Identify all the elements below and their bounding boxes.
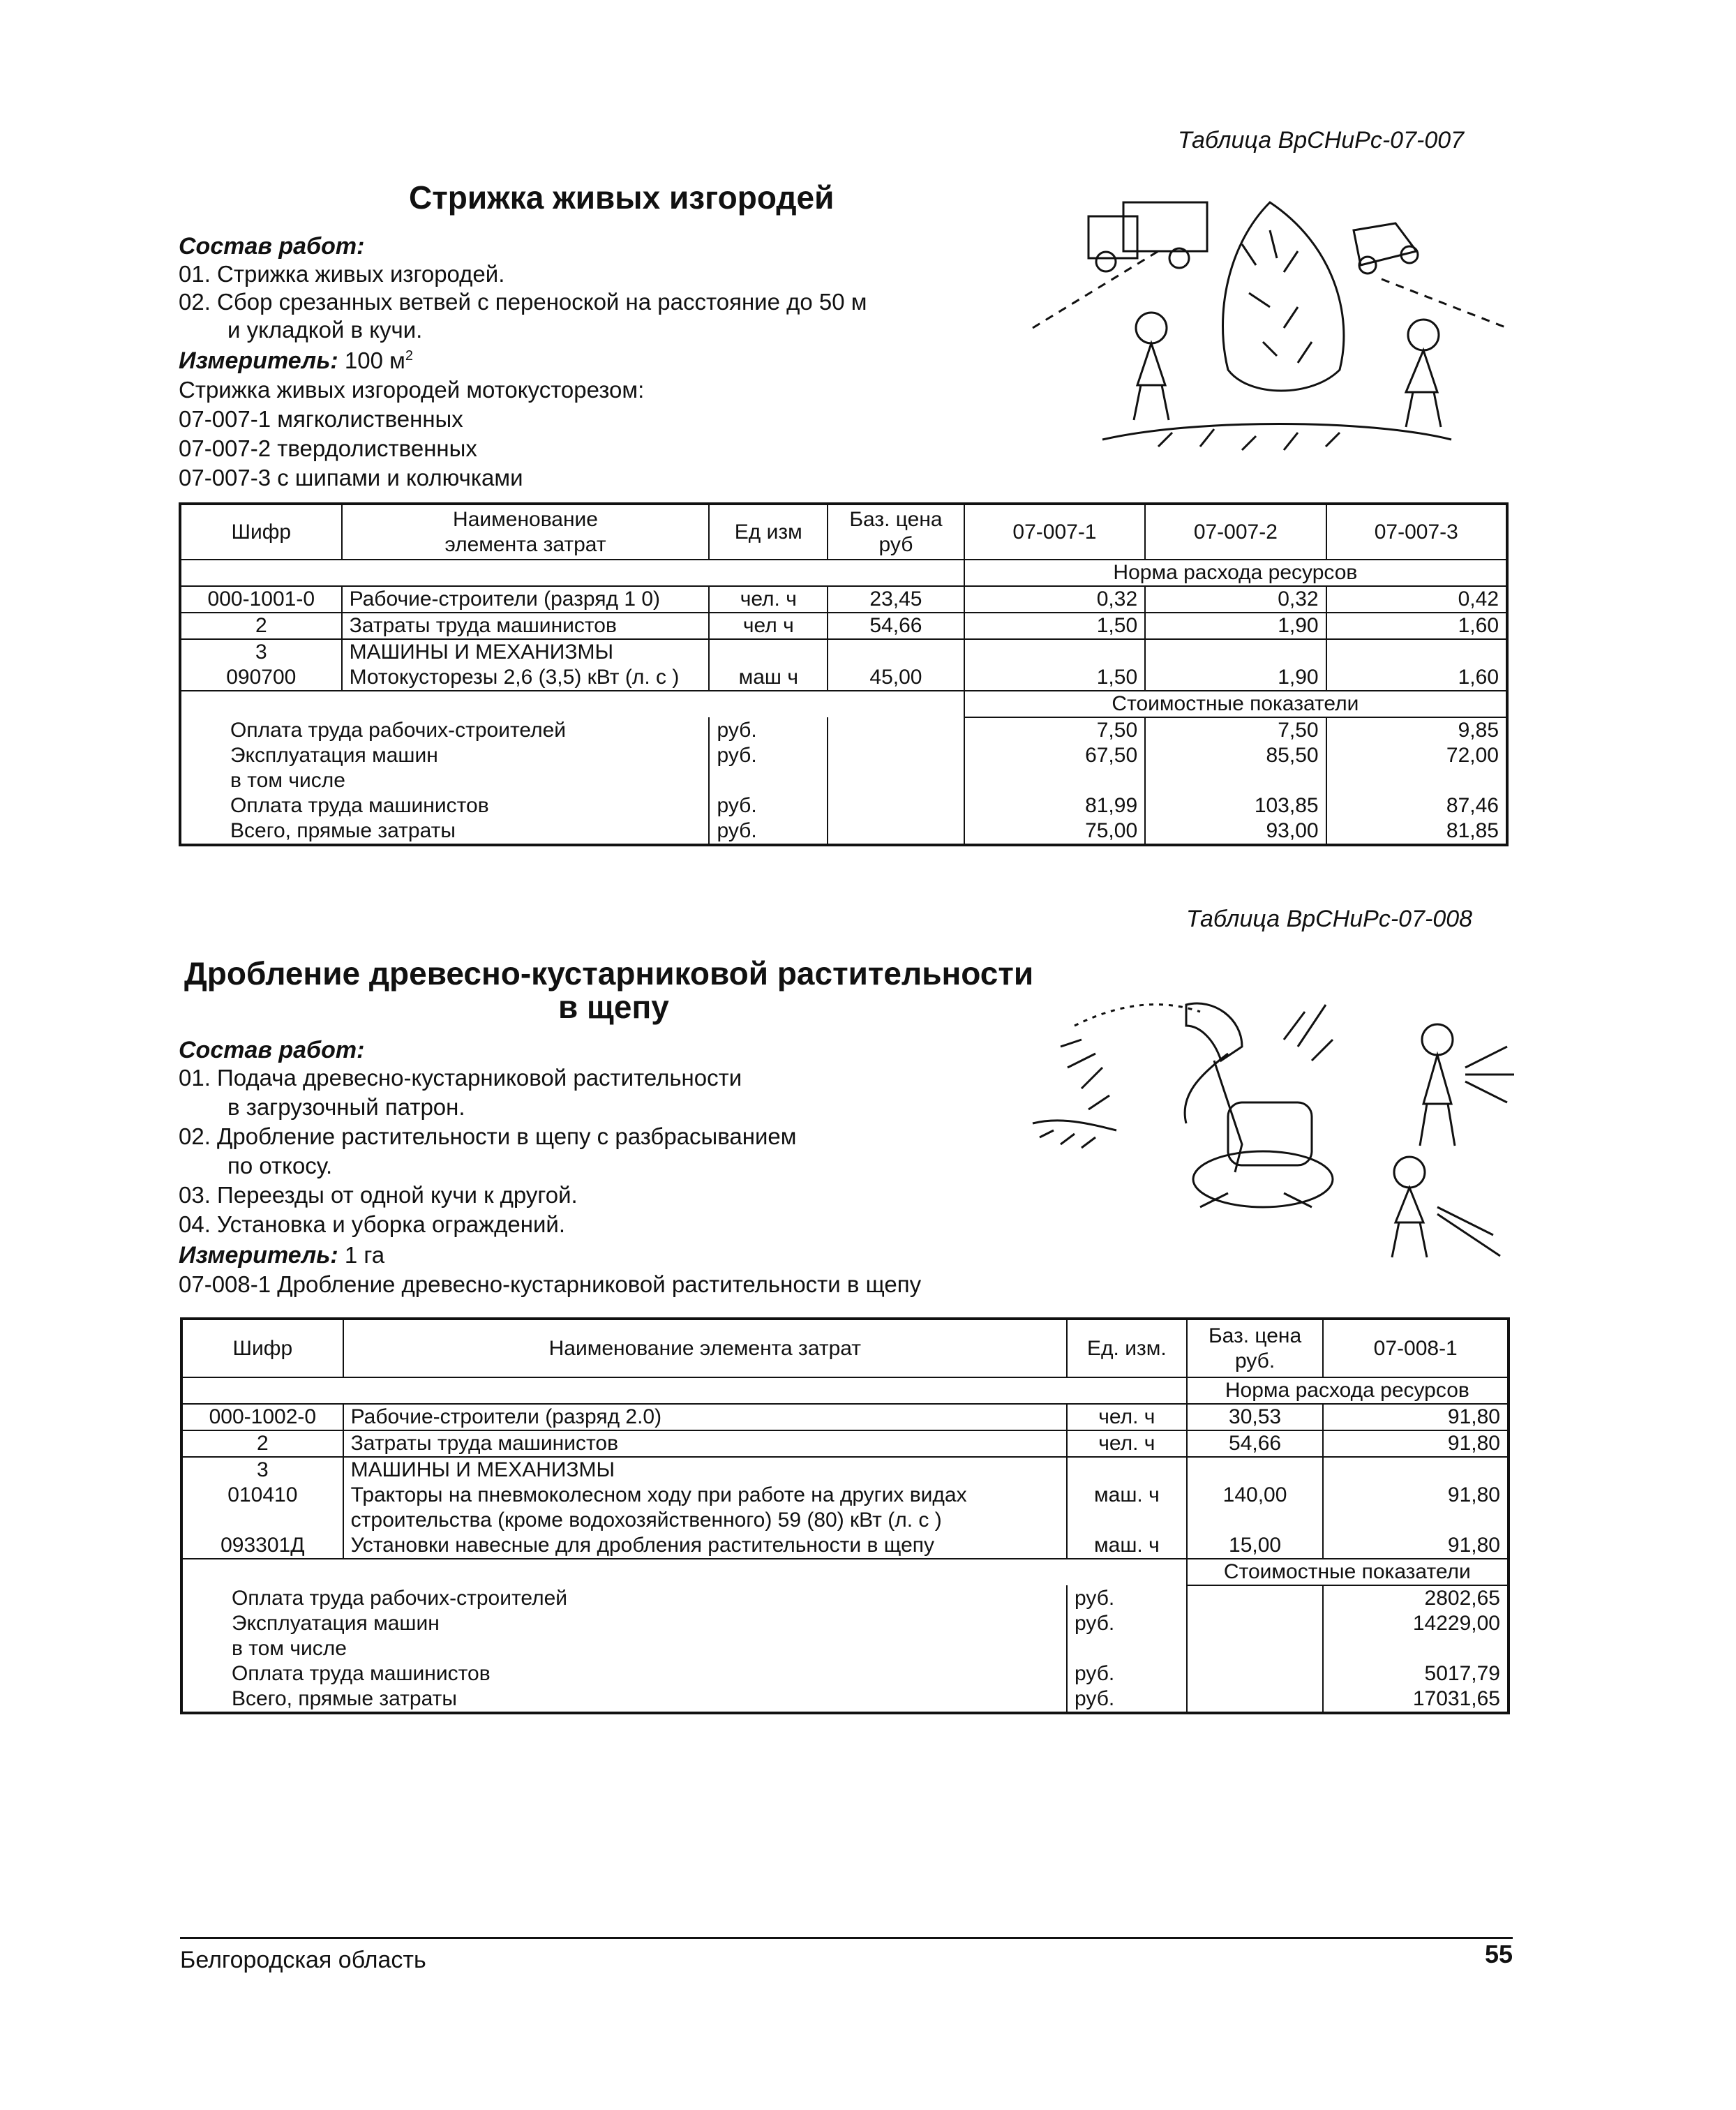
col-header-name: Наименование элемента затрат xyxy=(342,504,710,560)
resource-table-2 xyxy=(180,1317,1510,1714)
col-header-name: Наименование элемента затрат xyxy=(343,1319,1067,1377)
total-row: Оплата труда машинистов руб. 5017,79 xyxy=(181,1661,1509,1686)
col-header-unit: Ед изм xyxy=(709,504,828,560)
table-row: 093301Д Установки навесные для дробления растительности в щепу маш. ч 15,00 91,80 xyxy=(181,1533,1509,1559)
work-item: 02. Сбор срезанных ветвей с переноской на расстояние до 50 м xyxy=(179,289,867,315)
measure-line-2 xyxy=(179,1242,384,1269)
measure-label: Измеритель: xyxy=(179,347,338,374)
col-header-code: Шифр xyxy=(180,504,342,560)
total-row: Оплата труда машинистов руб. 81,99 103,85 87,46 xyxy=(180,793,1507,818)
table-row: 090700 Мотокусторезы 2,6 (3,5) кВт (л. с ) маш ч 45,00 1,50 1,90 1,60 xyxy=(180,665,1507,691)
section-title-2-line1: Дробление древесно-кустарниковой растительности xyxy=(184,955,1034,992)
col-header-code: Шифр xyxy=(181,1319,343,1377)
work-item: 04. Установка и уборка ограждений. xyxy=(179,1211,565,1237)
table-ref-1: Таблица ВрСНиРс-07-007 xyxy=(1178,127,1465,154)
section-title-2-line2: в щепу xyxy=(558,989,669,1025)
hedge-trimming-illustration xyxy=(1019,188,1521,467)
cost-label-2: Стоимостные показатели xyxy=(1187,1559,1509,1585)
table-row: 3 МАШИНЫ И МЕХАНИЗМЫ xyxy=(181,1457,1509,1483)
measure-value: 1 га xyxy=(344,1242,385,1268)
work-item: 01. Подача древесно-кустарниковой растительности xyxy=(179,1065,742,1091)
total-row: в том числе xyxy=(181,1636,1509,1661)
page-number: 55 xyxy=(1484,1940,1513,1968)
work-composition-label-2: Состав работ: xyxy=(179,1037,365,1063)
work-item: 01. Стрижка живых изгородей. xyxy=(179,261,505,287)
col-header-price: Баз. цена руб xyxy=(828,504,964,560)
col-header-price: Баз. цена руб. xyxy=(1187,1319,1324,1377)
item-line: 07-008-1 Дробление древесно-кустарниковой растительности в щепу xyxy=(179,1271,922,1297)
table-row: 000-1001-0 Рабочие-строители (разряд 1 0) чел. ч 23,45 0,32 0,32 0,42 xyxy=(180,586,1507,613)
subtitle-1: Стрижка живых изгородей мотокусторезом: xyxy=(179,377,645,403)
work-item: 03. Переезды от одной кучи к другой. xyxy=(179,1182,578,1208)
resource-table-1 xyxy=(179,502,1509,846)
col-header-unit: Ед. изм. xyxy=(1067,1319,1187,1377)
work-item: по откосу. xyxy=(227,1153,333,1179)
item-line: 07-007-1 мягколиственных xyxy=(179,406,463,432)
work-item: 02. Дробление растительности в щепу с разбрасыванием xyxy=(179,1123,797,1149)
total-row: Оплата труда рабочих-строителей руб. 7,50 7,50 9,85 xyxy=(180,717,1507,743)
norm-label-2: Норма расхода ресурсов xyxy=(1187,1377,1509,1404)
col-header-07-007-1: 07-007-1 xyxy=(964,504,1145,560)
table-ref-2: Таблица ВрСНиРс-07-008 xyxy=(1186,906,1473,932)
table-row: 000-1002-0 Рабочие-строители (разряд 2.0) чел. ч 30,53 91,80 xyxy=(181,1404,1509,1430)
total-row: в том числе xyxy=(180,768,1507,793)
total-row: Оплата труда рабочих-строителей руб. 2802,65 xyxy=(181,1585,1509,1611)
measure-line-1 xyxy=(179,347,413,375)
item-line: 07-007-3 с шипами и колючками xyxy=(179,465,523,491)
col-header-07-007-2: 07-007-2 xyxy=(1145,504,1326,560)
work-composition-label-1: Состав работ: xyxy=(179,233,365,260)
measure-value: 100 м xyxy=(344,347,405,373)
table-row: 2 Затраты труда машинистов чел. ч 54,66 91,80 xyxy=(181,1430,1509,1457)
col-header-07-007-3: 07-007-3 xyxy=(1326,504,1507,560)
norm-label-1: Норма расхода ресурсов xyxy=(964,560,1507,586)
measure-label: Измеритель: xyxy=(179,1242,338,1269)
cost-label-1: Стоимостные показатели xyxy=(964,691,1507,717)
total-row: Эксплуатация машин руб. 67,50 85,50 72,00 xyxy=(180,743,1507,768)
total-row: Всего, прямые затраты руб. 17031,65 xyxy=(181,1686,1509,1713)
total-row: Всего, прямые затраты руб. 75,00 93,00 81,85 xyxy=(180,818,1507,845)
col-header-07-008-1: 07-008-1 xyxy=(1323,1319,1509,1377)
table-row: 010410 Тракторы на пневмоколесном ходу при работе на других видах строительства (кроме водохозяйственного) 59 (80) кВт (л. с ) маш. ч 140,00 91,80 xyxy=(181,1483,1509,1533)
table-row: 2 Затраты труда машинистов чел ч 54,66 1,50 1,90 1,60 xyxy=(180,613,1507,639)
table-row: 3 МАШИНЫ И МЕХАНИЗМЫ xyxy=(180,639,1507,665)
work-item: и укладкой в кучи. xyxy=(227,317,423,343)
section-title-1: Стрижка живых изгородей xyxy=(409,179,835,216)
footer-divider xyxy=(180,1937,1513,1939)
work-item: в загрузочный патрон. xyxy=(227,1094,465,1120)
wood-chipper-illustration xyxy=(1019,984,1528,1277)
footer-region: Белгородская область xyxy=(180,1947,426,1973)
item-line: 07-007-2 твердолиственных xyxy=(179,435,477,461)
total-row: Эксплуатация машин руб. 14229,00 xyxy=(181,1611,1509,1636)
measure-sup: 2 xyxy=(405,348,413,364)
